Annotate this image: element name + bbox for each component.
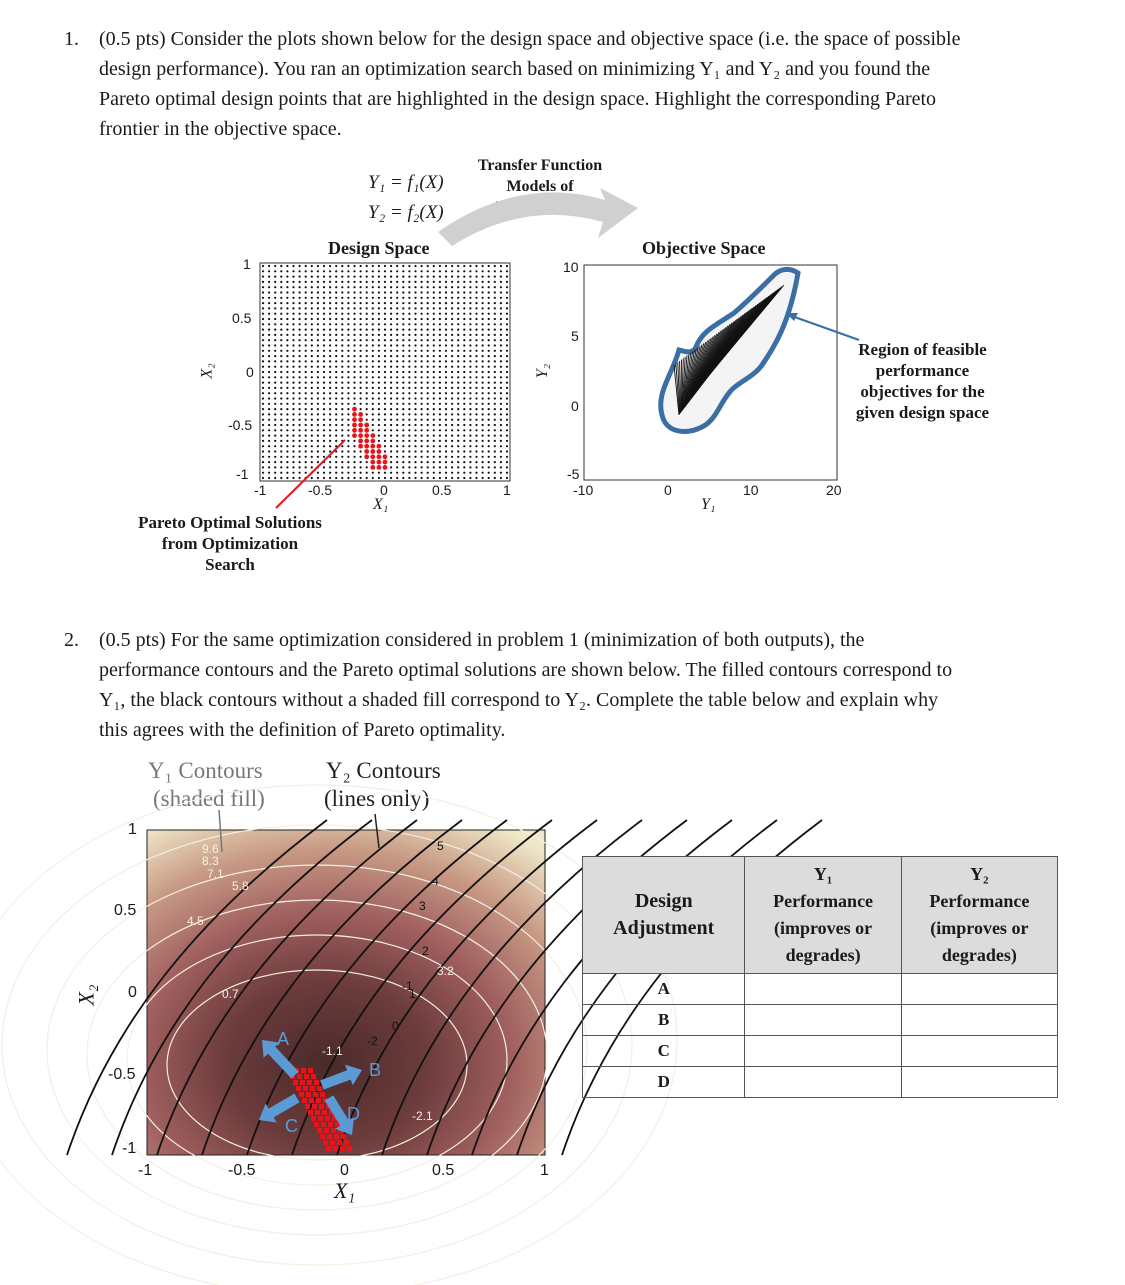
ds-xlabel: X₁	[373, 496, 389, 513]
objective-space-plot	[584, 265, 837, 480]
y1-contour-value: 0.7	[222, 987, 239, 1001]
pareto-point	[316, 1098, 321, 1103]
y1-contour-value: 9.6	[202, 842, 219, 856]
contour-plot	[147, 830, 545, 1155]
ds-ytick: 0	[246, 364, 254, 380]
header-text: Y₂	[970, 864, 989, 884]
y2-contour-value: 5	[437, 839, 444, 853]
pareto-point	[309, 1098, 314, 1103]
pareto-point	[331, 1128, 336, 1133]
y2-contours-sublabel: (lines only)	[324, 786, 430, 811]
y1-contour-value: 8.3	[202, 854, 219, 868]
header-text: degrades)	[941, 945, 1017, 965]
table-row	[583, 1067, 1058, 1098]
pareto-point	[308, 1068, 313, 1073]
question-1-line: (0.5 pts) Consider the plots shown below for the design space and objective space (i.e. the space of possible	[99, 28, 961, 50]
question-2-number: 2.	[64, 629, 79, 651]
cp-ytick: 0	[128, 984, 137, 1001]
os-xtick: 0	[664, 482, 672, 498]
y1-answer-cell[interactable]	[745, 974, 901, 1005]
ds-ytick: -0.5	[228, 417, 253, 433]
pareto-point	[325, 1116, 330, 1121]
pareto-label-line: from Optimization	[161, 534, 299, 553]
pareto-point	[340, 1146, 345, 1151]
y2-answer-cell[interactable]	[901, 1005, 1057, 1036]
y2-contour-value: 3	[419, 899, 426, 913]
header-text: Performance	[929, 891, 1030, 911]
answer-table	[582, 856, 1058, 1098]
header-text: Performance	[773, 891, 874, 911]
pareto-point	[300, 1080, 305, 1085]
row-label: B	[583, 1005, 745, 1036]
pareto-label-line: Pareto Optimal Solutions	[138, 513, 322, 532]
y2-contour-value: -1	[402, 979, 413, 993]
header-text: Design	[634, 890, 693, 912]
os-xlabel: Y₁	[701, 496, 716, 513]
equation-y2: Y₂ = f₂(X)	[368, 202, 444, 223]
pareto-point	[328, 1122, 333, 1127]
transfer-label-line: Models of	[506, 178, 574, 195]
header-text: (improves or	[774, 918, 873, 938]
row-label: C	[583, 1036, 745, 1067]
y1-answer-cell[interactable]	[745, 1036, 901, 1067]
cp-xtick: 0	[340, 1162, 349, 1179]
y2-contour-value: -2	[367, 1034, 378, 1048]
pareto-point	[314, 1122, 319, 1127]
table-row	[583, 974, 1058, 1005]
transfer-label-line: Transfer Function	[477, 157, 603, 174]
pareto-point	[319, 1104, 324, 1109]
pareto-point	[326, 1146, 331, 1151]
question-2-text	[99, 625, 952, 745]
os-xtick: 20	[826, 482, 842, 498]
pareto-point	[313, 1092, 318, 1097]
pareto-label-line: Search	[205, 555, 255, 574]
y1-contour-value: 7.1	[207, 867, 224, 881]
y2-contour-value: 0	[392, 1019, 399, 1033]
pareto-point	[302, 1098, 307, 1103]
pareto-point	[314, 1080, 319, 1085]
pareto-point	[312, 1104, 317, 1109]
cp-ytick: -0.5	[108, 1066, 136, 1083]
arrow-label: C	[285, 1116, 298, 1136]
y2-contours-label: Y₂ Contours	[326, 758, 441, 783]
ds-xtick: -1	[254, 482, 267, 498]
os-xtick: -10	[573, 482, 594, 498]
pareto-point	[347, 1146, 352, 1151]
pareto-point	[341, 1134, 346, 1139]
ds-xtick: 1	[503, 482, 511, 498]
y1-contour-value: 3.2	[437, 964, 454, 978]
os-ylabel: Y₂	[534, 363, 552, 379]
y1-answer-cell[interactable]	[745, 1005, 901, 1036]
y1-answer-cell[interactable]	[745, 1067, 901, 1098]
ds-xtick: 0	[380, 482, 388, 498]
col-design-adjustment	[583, 857, 745, 974]
pareto-point	[297, 1074, 302, 1079]
pareto-point	[323, 1140, 328, 1145]
pareto-point	[315, 1110, 320, 1115]
os-ytick: 5	[571, 328, 579, 344]
cp-ylabel: X₂	[73, 984, 99, 1006]
objective-space-title: Objective Space	[642, 238, 766, 258]
pareto-point	[334, 1134, 339, 1139]
pareto-point	[333, 1146, 338, 1151]
pareto-point	[304, 1074, 309, 1079]
arrow-label: D	[347, 1104, 360, 1124]
region-label-line: objectives for the	[860, 382, 985, 401]
arrow-label: A	[277, 1029, 290, 1049]
pareto-point	[327, 1134, 332, 1139]
equation-y1: Y₁ = f₁(X)	[368, 172, 444, 193]
pareto-point	[320, 1092, 325, 1097]
question-2-line: (0.5 pts) For the same optimization considered in problem 1 (minimization of both outputs), the	[99, 629, 865, 651]
ds-ylabel: X₂	[198, 363, 216, 379]
ds-ytick: -1	[236, 466, 249, 482]
cp-ytick: -1	[122, 1140, 137, 1157]
region-label-line: given design space	[855, 403, 990, 422]
region-label-line: performance	[875, 361, 970, 380]
pareto-point	[307, 1080, 312, 1085]
pareto-point	[310, 1086, 315, 1091]
col-y1-performance	[745, 857, 901, 974]
pareto-point	[311, 1074, 316, 1079]
question-1-line: frontier in the objective space.	[99, 118, 342, 140]
question-2-line: performance contours and the Pareto optimal solutions are shown below. The filled contours correspond to	[99, 659, 953, 681]
pareto-point	[321, 1122, 326, 1127]
y2-contour-value: 2	[422, 944, 429, 958]
pareto-point	[330, 1140, 335, 1145]
pareto-point	[299, 1092, 304, 1097]
cp-xtick: 0.5	[432, 1162, 455, 1179]
y1-contours-label: Y₁ Contours	[148, 758, 263, 783]
question-2-line: Y₁, the black contours without a shaded fill correspond to Y₂. Complete the table below and explain why	[99, 689, 939, 711]
design-space-title: Design Space	[328, 238, 430, 258]
y1-contour-value: -1.1	[322, 1044, 343, 1058]
pareto-point	[301, 1068, 306, 1073]
row-label: D	[583, 1067, 745, 1098]
header-text: Y₁	[813, 864, 833, 884]
ds-ytick: 0.5	[232, 310, 252, 326]
y2-answer-cell[interactable]	[901, 1036, 1057, 1067]
os-xtick: 10	[743, 482, 759, 498]
cp-xtick: -0.5	[228, 1162, 256, 1179]
pareto-point	[303, 1086, 308, 1091]
pareto-point	[317, 1128, 322, 1133]
header-text: Adjustment	[613, 917, 715, 939]
y1-contours-sublabel: (shaded fill)	[153, 786, 265, 811]
os-ytick: 0	[571, 398, 579, 414]
pareto-point	[344, 1140, 349, 1145]
pareto-point	[293, 1080, 298, 1085]
y2-answer-cell[interactable]	[901, 1067, 1057, 1098]
pareto-point	[337, 1140, 342, 1145]
question-2-line: this agrees with the definition of Pareto optimality.	[99, 719, 506, 741]
pareto-point	[296, 1086, 301, 1091]
table-row	[583, 1005, 1058, 1036]
question-1-line: design performance). You ran an optimization search based on minimizing Y₁ and Y₂ and you found the	[99, 58, 931, 80]
pareto-point	[308, 1110, 313, 1115]
header-text: (improves or	[930, 918, 1029, 938]
ds-ytick: 1	[243, 256, 251, 272]
pareto-point	[317, 1086, 322, 1091]
y1-contour-value: 4.5	[187, 914, 204, 928]
table-row	[583, 1036, 1058, 1067]
cp-xtick: -1	[138, 1162, 153, 1179]
question-1-line: Pareto optimal design points that are highlighted in the design space. Highlight the corresponding Pareto	[99, 88, 937, 110]
y1-contour-value: -2.1	[412, 1109, 433, 1123]
cp-ytick: 0.5	[114, 902, 137, 919]
arrow-label: B	[369, 1060, 382, 1080]
pareto-point	[320, 1134, 325, 1139]
row-label: A	[583, 974, 745, 1005]
pareto-point	[324, 1128, 329, 1133]
ds-xtick: 0.5	[432, 482, 452, 498]
pareto-point	[305, 1104, 310, 1109]
cp-xlabel: X₁	[334, 1178, 356, 1203]
cp-xtick: 1	[540, 1162, 549, 1179]
y2-contour-value: 4	[432, 874, 439, 888]
y2-answer-cell[interactable]	[901, 974, 1057, 1005]
y2-contour-value: 1	[409, 987, 416, 1001]
pareto-point	[318, 1116, 323, 1121]
header-text: degrades)	[785, 945, 861, 965]
pareto-point	[322, 1110, 327, 1115]
question-1-number: 1.	[64, 28, 79, 50]
os-ytick: 10	[563, 259, 579, 275]
os-ytick: -5	[567, 466, 580, 482]
ds-xtick: -0.5	[308, 482, 333, 498]
pareto-point	[306, 1092, 311, 1097]
pareto-point	[311, 1116, 316, 1121]
region-label-line: Region of feasible	[858, 340, 987, 359]
y1-contour-value: 5.8	[232, 879, 249, 893]
cp-ytick: 1	[128, 821, 137, 838]
col-y2-performance	[901, 857, 1057, 974]
